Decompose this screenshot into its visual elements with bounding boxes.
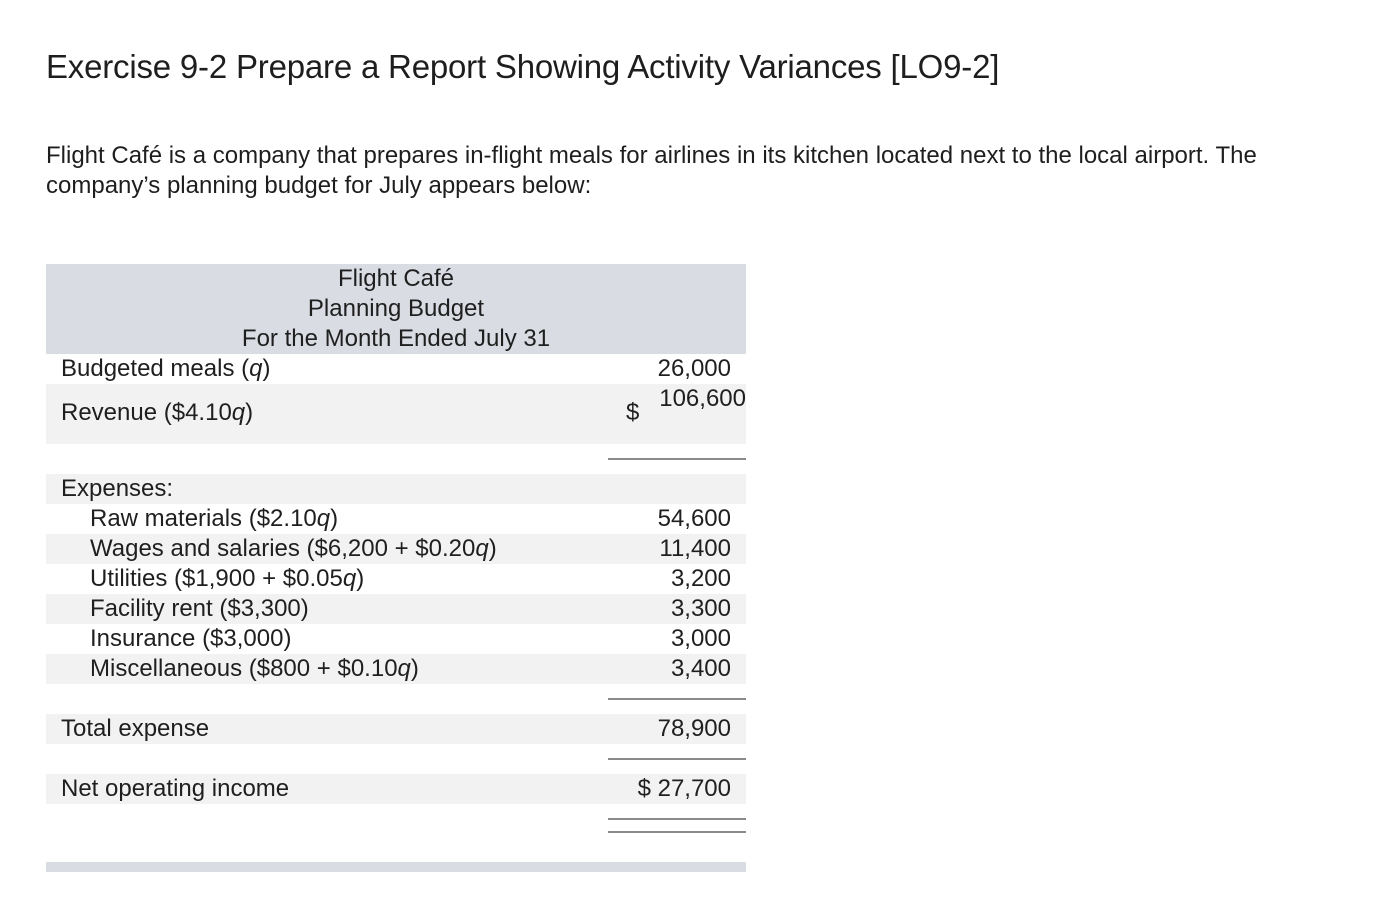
expense-value-insurance: 3,000 xyxy=(670,625,731,652)
expense-value-utilities: 3,200 xyxy=(670,565,731,592)
budgeted-meals-label: Budgeted meals (q) xyxy=(61,355,271,382)
total-expense-value: 78,900 xyxy=(657,715,731,742)
expense-label-insurance: Insurance ($3,000) xyxy=(90,625,292,652)
expense-label-miscellaneous: Miscellaneous ($800 + $0.10q) xyxy=(90,655,419,682)
planning-budget-table xyxy=(46,264,746,874)
intro-paragraph: Flight Café is a company that prepares in-flight meals for airlines in its kitchen located next to the local airport. The company’s planning budget for July appears below: xyxy=(46,142,1257,199)
budget-header xyxy=(46,264,746,354)
budgeted-meals-value: 26,000 xyxy=(657,355,731,382)
expense-label-raw-materials: Raw materials ($2.10q) xyxy=(90,505,339,532)
expense-value-raw-materials: 54,600 xyxy=(657,505,731,532)
revenue-label: Revenue ($4.10q) xyxy=(61,399,254,426)
expense-value-wages: 11,400 xyxy=(659,535,731,562)
statement-period: For the Month Ended July 31 xyxy=(241,325,551,352)
company-name: Flight Café xyxy=(337,265,455,292)
net-income-double-underline-top xyxy=(608,818,746,820)
statement-name: Planning Budget xyxy=(307,295,485,322)
expense-value-facility-rent: 3,300 xyxy=(670,595,731,622)
exercise-title: Exercise 9-2 Prepare a Report Showing Activity Variances [LO9-2] xyxy=(46,48,1000,85)
total-expense-label: Total expense xyxy=(61,715,210,742)
revenue-underline xyxy=(608,458,746,460)
net-operating-income-value: $ 27,700 xyxy=(637,775,731,802)
expense-label-facility-rent: Facility rent ($3,300) xyxy=(90,595,309,622)
expense-label-wages: Wages and salaries ($6,200 + $0.20q) xyxy=(90,535,497,562)
revenue-value: 106,600 xyxy=(659,385,746,412)
expenses-heading: Expenses: xyxy=(61,475,174,502)
expenses-underline xyxy=(608,698,746,700)
expense-label-utilities: Utilities ($1,900 + $0.05q) xyxy=(90,565,365,592)
total-expense-underline xyxy=(608,758,746,760)
net-operating-income-label: Net operating income xyxy=(61,775,290,802)
expense-value-miscellaneous: 3,400 xyxy=(670,655,731,682)
table-footer-bar xyxy=(46,862,746,872)
net-income-double-underline-bottom xyxy=(608,831,746,833)
revenue-currency: $ xyxy=(626,399,640,426)
